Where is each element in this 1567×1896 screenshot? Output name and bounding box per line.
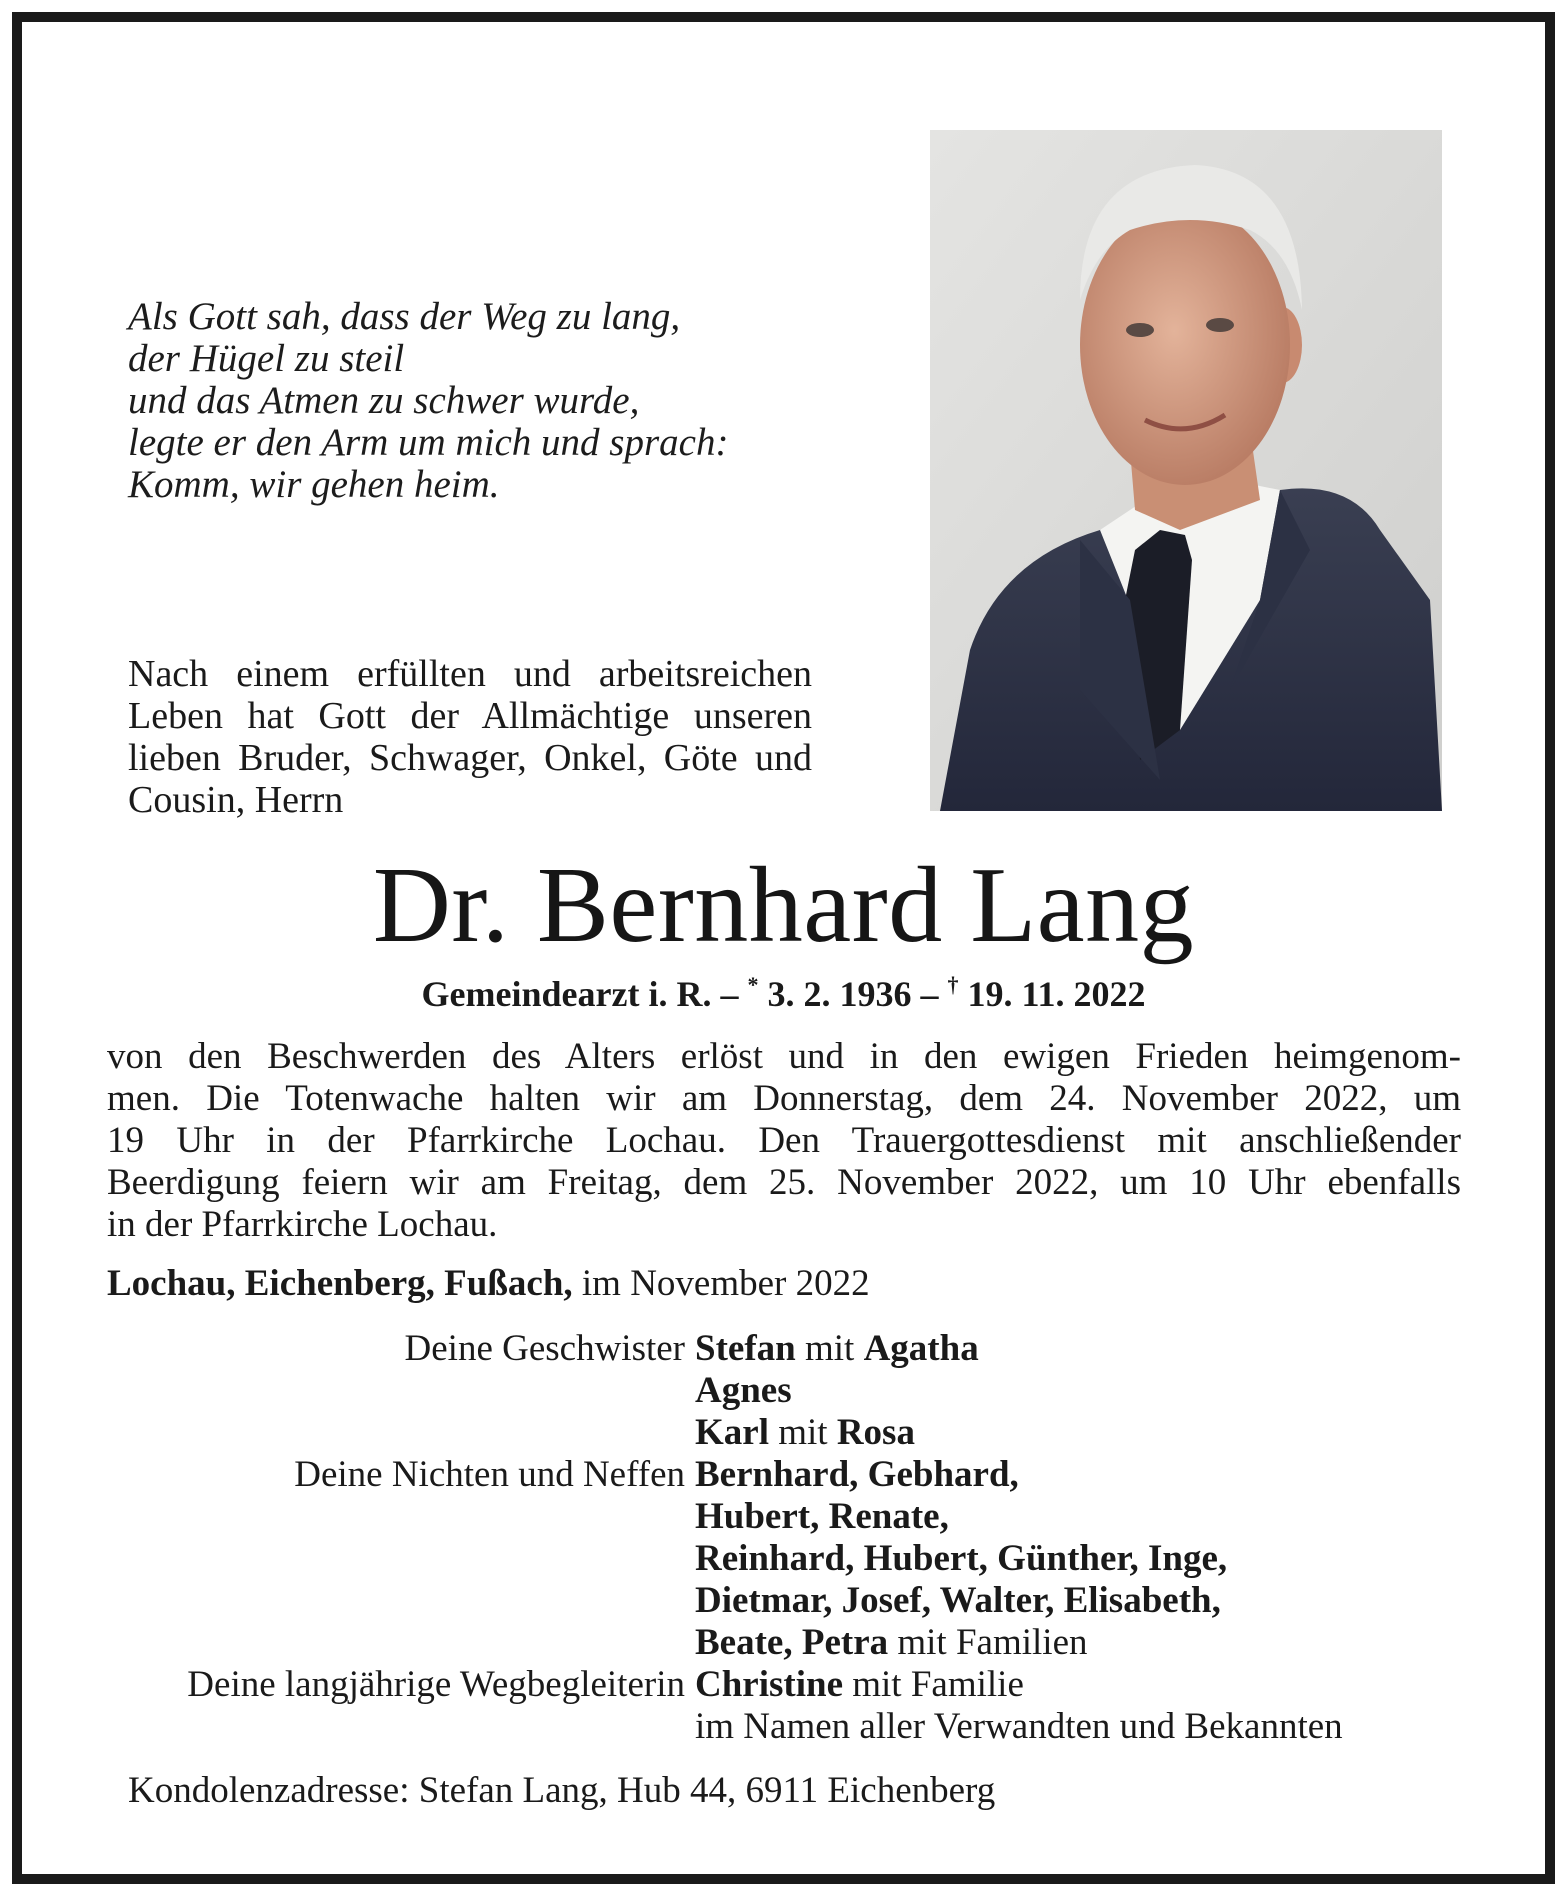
mourners-list — [107, 1328, 1507, 1748]
poem-line: Komm, wir gehen heim. — [128, 463, 500, 506]
family-row — [107, 1664, 1507, 1706]
life-dates — [0, 972, 1567, 1016]
family-names — [695, 1664, 1507, 1706]
companion-label: Deine langjährige Wegbegleiterin — [187, 1664, 685, 1705]
family-row — [107, 1622, 1507, 1664]
mourner-name: Dietmar, Josef, Walter, Elisabeth, — [695, 1580, 1221, 1621]
connector: mit Familien — [888, 1622, 1088, 1663]
family-names — [695, 1412, 1507, 1454]
memorial-poem — [128, 296, 788, 506]
mourner-name: Christine — [695, 1664, 843, 1705]
mourner-name: Karl — [695, 1412, 769, 1453]
mourner-name: Reinhard, Hubert, Günther, Inge, — [695, 1538, 1228, 1579]
death-symbol: † — [947, 972, 959, 997]
condolence-address: Kondolenzadresse: Stefan Lang, Hub 44, 6911 Eichenberg — [128, 1770, 996, 1811]
connector: mit — [795, 1328, 864, 1369]
place-and-date — [107, 1263, 1407, 1305]
poem-line: und das Atmen zu schwer wurde, — [128, 379, 640, 422]
poem-line: der Hügel zu steil — [128, 337, 405, 380]
family-names — [695, 1328, 1507, 1370]
family-row — [107, 1454, 1507, 1496]
deceased-title: Gemeindearzt i. R. – — [421, 974, 739, 1014]
mourner-name: Agatha — [863, 1328, 979, 1369]
intro-paragraph: Nach einem erfüllten und arbeitsreichen Leben hat Gott der Allmächtige unseren lieben Bruder, Schwager, Onkel, Göte und Cousin, Herrn — [128, 653, 812, 821]
mourner-name: Beate, Petra — [695, 1622, 889, 1663]
announcement-text — [107, 1036, 1461, 1246]
family-row — [107, 1412, 1507, 1454]
locations: Lochau, Eichenberg, Fußach, — [107, 1263, 573, 1304]
connector: mit — [768, 1412, 837, 1453]
family-names — [695, 1454, 1507, 1496]
mourner-name: Agnes — [695, 1370, 792, 1411]
family-row — [107, 1328, 1507, 1370]
birth-symbol: * — [747, 972, 759, 997]
mourner-name: Rosa — [836, 1412, 915, 1453]
connector: mit Familie — [843, 1664, 1024, 1705]
family-row — [107, 1538, 1507, 1580]
family-names — [695, 1622, 1507, 1664]
family-row — [107, 1706, 1507, 1748]
month-year: im November 2022 — [572, 1263, 870, 1304]
announcement-line: von den Beschwerden des Alters erlöst und in den ewigen Frieden heimgenom- — [107, 1036, 1461, 1077]
family-row — [107, 1496, 1507, 1538]
announcement-line: in der Pfarrkirche Lochau. — [107, 1204, 498, 1245]
birth-date: 3. 2. 1936 – — [767, 974, 939, 1014]
closing-line: im Namen aller Verwandten und Bekannten — [695, 1706, 1343, 1747]
announcement-line: Beerdigung feiern wir am Freitag, dem 25. November 2022, um 10 Uhr ebenfalls — [107, 1162, 1461, 1203]
mourner-name: Stefan — [695, 1328, 796, 1369]
poem-line: legte er den Arm um mich und sprach: — [128, 421, 729, 464]
nieces-label: Deine Nichten und Neffen — [294, 1454, 685, 1495]
portrait-photo — [930, 130, 1442, 811]
mourner-name: Bernhard, Gebhard, — [695, 1454, 1019, 1495]
family-row — [107, 1580, 1507, 1622]
announcement-line: men. Die Totenwache halten wir am Donnerstag, dem 24. November 2022, um — [107, 1078, 1461, 1119]
siblings-label: Deine Geschwister — [404, 1328, 685, 1369]
deceased-name: Dr. Bernhard Lang — [372, 846, 1195, 965]
family-row — [107, 1370, 1507, 1412]
death-date: 19. 11. 2022 — [967, 974, 1146, 1014]
family-names — [695, 1370, 1507, 1412]
mourner-name: Hubert, Renate, — [695, 1496, 949, 1537]
family-names — [695, 1580, 1507, 1622]
poem-line: Als Gott sah, dass der Weg zu lang, — [128, 295, 681, 338]
announcement-line: 19 Uhr in der Pfarrkirche Lochau. Den Trauergottesdienst mit anschließender — [107, 1120, 1461, 1161]
family-names — [695, 1496, 1507, 1538]
family-names — [695, 1538, 1507, 1580]
